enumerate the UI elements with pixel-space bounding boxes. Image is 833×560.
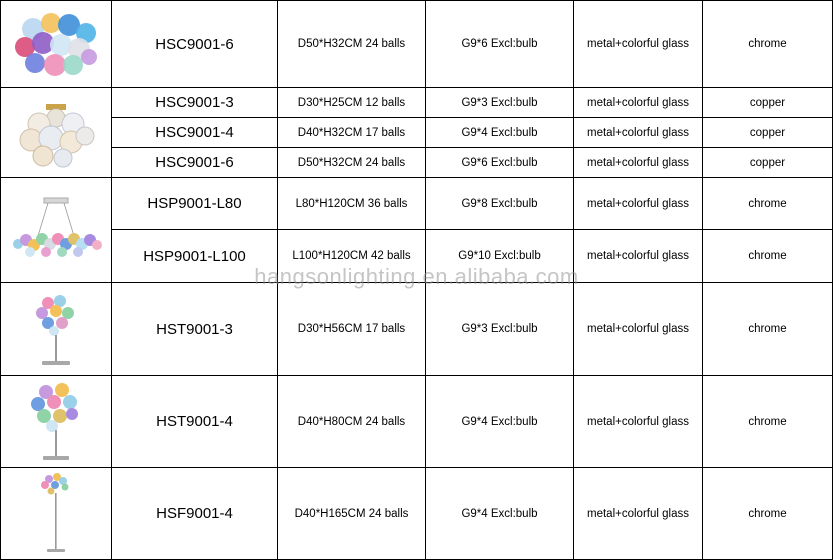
finish-cell: chrome: [703, 1, 833, 88]
table-row: [1, 1, 833, 88]
finish-cell: copper: [703, 148, 833, 178]
bulb-cell: G9*4 Excl:bulb: [426, 376, 574, 468]
bulb-cell: G9*6 Excl:bulb: [426, 1, 574, 88]
bulb-cell: G9*3 Excl:bulb: [426, 283, 574, 376]
bulb-cell: G9*8 Excl:bulb: [426, 178, 574, 230]
model-cell: HSP9001-L80: [112, 178, 278, 230]
model-cell: HSF9001-4: [112, 468, 278, 560]
model-cell: HSP9001-L100: [112, 230, 278, 283]
size-cell: D30*H25CM 12 balls: [278, 88, 426, 118]
bulb-cell: G9*10 Excl:bulb: [426, 230, 574, 283]
table-row: [1, 118, 833, 148]
bulb-cell: G9*3 Excl:bulb: [426, 88, 574, 118]
bulb-cell: G9*6 Excl:bulb: [426, 148, 574, 178]
bulb-cell: G9*4 Excl:bulb: [426, 118, 574, 148]
size-cell: D40*H80CM 24 balls: [278, 376, 426, 468]
model-cell: HSC9001-6: [112, 1, 278, 88]
product-image-cell: [1, 178, 112, 283]
finish-cell: chrome: [703, 230, 833, 283]
table-row: [1, 230, 833, 283]
table-lamp-4-icon: [26, 380, 86, 464]
size-cell: L100*H120CM 42 balls: [278, 230, 426, 283]
table-row: [1, 148, 833, 178]
material-cell: metal+colorful glass: [574, 118, 703, 148]
finish-cell: copper: [703, 88, 833, 118]
material-cell: metal+colorful glass: [574, 148, 703, 178]
finish-cell: chrome: [703, 178, 833, 230]
material-cell: metal+colorful glass: [574, 283, 703, 376]
model-cell: HSC9001-6: [112, 148, 278, 178]
size-cell: D30*H56CM 17 balls: [278, 283, 426, 376]
product-image-cell: [1, 1, 112, 88]
model-cell: HST9001-4: [112, 376, 278, 468]
table-row: [1, 178, 833, 230]
model-cell: HST9001-3: [112, 283, 278, 376]
product-image-cell: [1, 468, 112, 560]
model-cell: HSC9001-3: [112, 88, 278, 118]
material-cell: metal+colorful glass: [574, 230, 703, 283]
colorful-ceiling-lamp-icon: [11, 9, 101, 79]
table-row: [1, 376, 833, 468]
model-cell: HSC9001-4: [112, 118, 278, 148]
product-image-cell: [1, 283, 112, 376]
product-image-cell: [1, 88, 112, 178]
material-cell: metal+colorful glass: [574, 1, 703, 88]
clear-ceiling-lamp-icon: [11, 96, 101, 170]
table-lamp-3-icon: [26, 289, 86, 369]
table-row: [1, 468, 833, 560]
floor-lamp-icon: [31, 471, 81, 557]
material-cell: metal+colorful glass: [574, 88, 703, 118]
material-cell: metal+colorful glass: [574, 376, 703, 468]
size-cell: D40*H165CM 24 balls: [278, 468, 426, 560]
finish-cell: chrome: [703, 468, 833, 560]
pendant-chandelier-icon: [8, 186, 104, 274]
watermark: hangsonlighting.en.alibaba.com: [254, 264, 579, 289]
bulb-cell: G9*4 Excl:bulb: [426, 468, 574, 560]
finish-cell: chrome: [703, 376, 833, 468]
table-row: [1, 88, 833, 118]
finish-cell: chrome: [703, 283, 833, 376]
material-cell: metal+colorful glass: [574, 468, 703, 560]
size-cell: L80*H120CM 36 balls: [278, 178, 426, 230]
product-image-cell: [1, 376, 112, 468]
table-row: [1, 283, 833, 376]
size-cell: D40*H32CM 17 balls: [278, 118, 426, 148]
finish-cell: copper: [703, 118, 833, 148]
size-cell: D50*H32CM 24 balls: [278, 148, 426, 178]
material-cell: metal+colorful glass: [574, 178, 703, 230]
size-cell: D50*H32CM 24 balls: [278, 1, 426, 88]
